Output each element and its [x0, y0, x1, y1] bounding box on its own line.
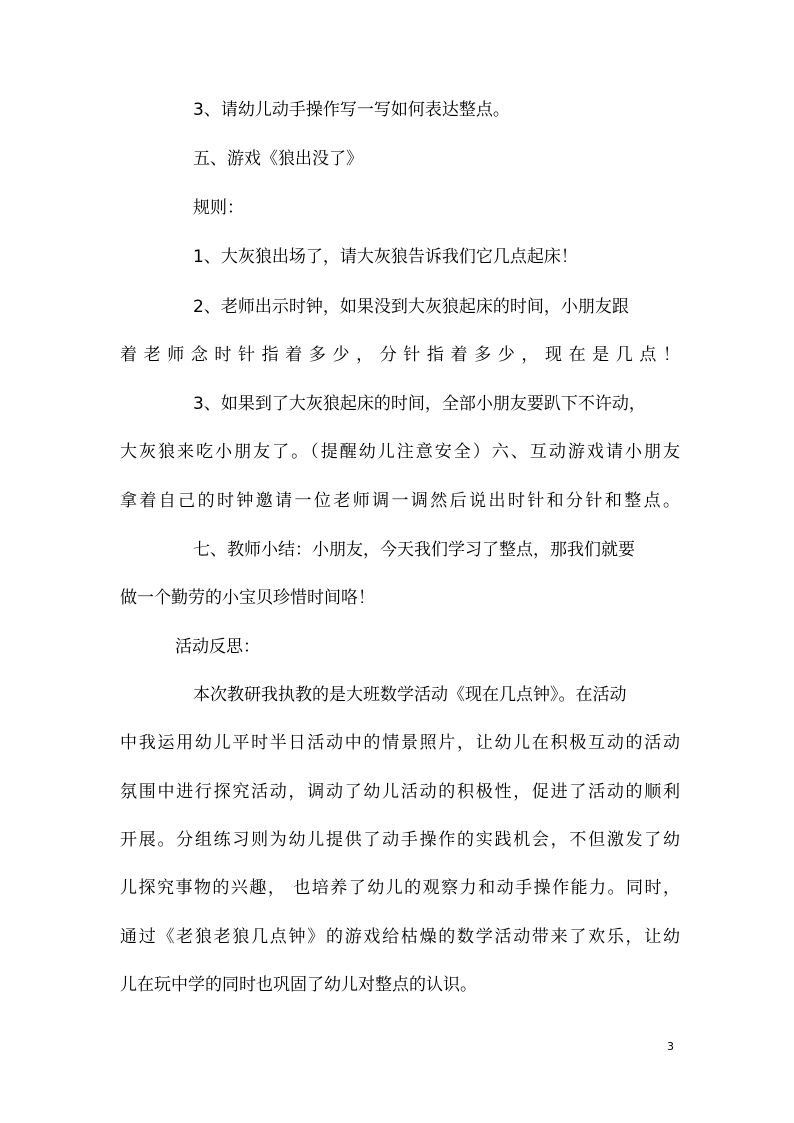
summary-line-2: 做一个勤劳的小宝贝珍惜时间咯！ — [120, 588, 375, 608]
page-number: 3 — [667, 1040, 674, 1053]
summary-line-1: 七、教师小结：小朋友，今天我们学习了整点，那我们就要 — [193, 540, 635, 560]
rule-3-line-1: 3、如果到了大灰狼起床的时间，全部小朋友要趴下不许动， — [193, 394, 646, 414]
rule-2-line-1: 2、老师出示时钟，如果没到大灰狼起床的时间，小朋友跟 — [193, 297, 629, 317]
reflection-line-7: 儿在玩中学的同时也巩固了幼儿对整点的认识。 — [120, 975, 477, 995]
reflection-line-5: 儿探究事物的兴趣， 也培养了幼儿的观察力和动手操作能力。同时， — [120, 878, 680, 898]
paragraph-step-3-writing: 3、请幼儿动手操作写一写如何表达整点。 — [193, 100, 510, 120]
reflection-line-2: 中我运用幼儿平时半日活动中的情景照片，让幼儿在积极互动的活动 — [120, 733, 680, 753]
reflection-line-6: 通过《老狼老狼几点钟》的游戏给枯燥的数学活动带来了欢乐，让幼 — [120, 927, 680, 947]
section-heading-game: 五、游戏《狼出没了》 — [193, 149, 363, 169]
reflection-line-4: 开展。分组练习则为幼儿提供了动手操作的实践机会，不但激发了幼 — [120, 830, 680, 850]
rule-1: 1、大灰狼出场了，请大灰狼告诉我们它几点起床！ — [193, 247, 578, 267]
reflection-line-1: 本次教研我执教的是大班数学活动《现在几点钟》。在活动 — [193, 685, 627, 705]
rule-2-line-2: 着老师念时针指着多少，分针指着多少，现在是几点！ — [120, 345, 680, 365]
rule-3-line-2: 大灰狼来吃小朋友了。（提醒幼儿注意安全）六、互动游戏请小朋友 — [120, 442, 680, 462]
reflection-line-3: 氛围中进行探究活动，调动了幼儿活动的积极性，促进了活动的顺利 — [120, 782, 680, 802]
rules-heading: 规则： — [193, 198, 244, 218]
rule-3-line-3: 拿着自己的时钟邀请一位老师调一调然后说出时针和分针和整点。 — [120, 491, 680, 511]
reflection-heading: 活动反思： — [175, 637, 260, 657]
